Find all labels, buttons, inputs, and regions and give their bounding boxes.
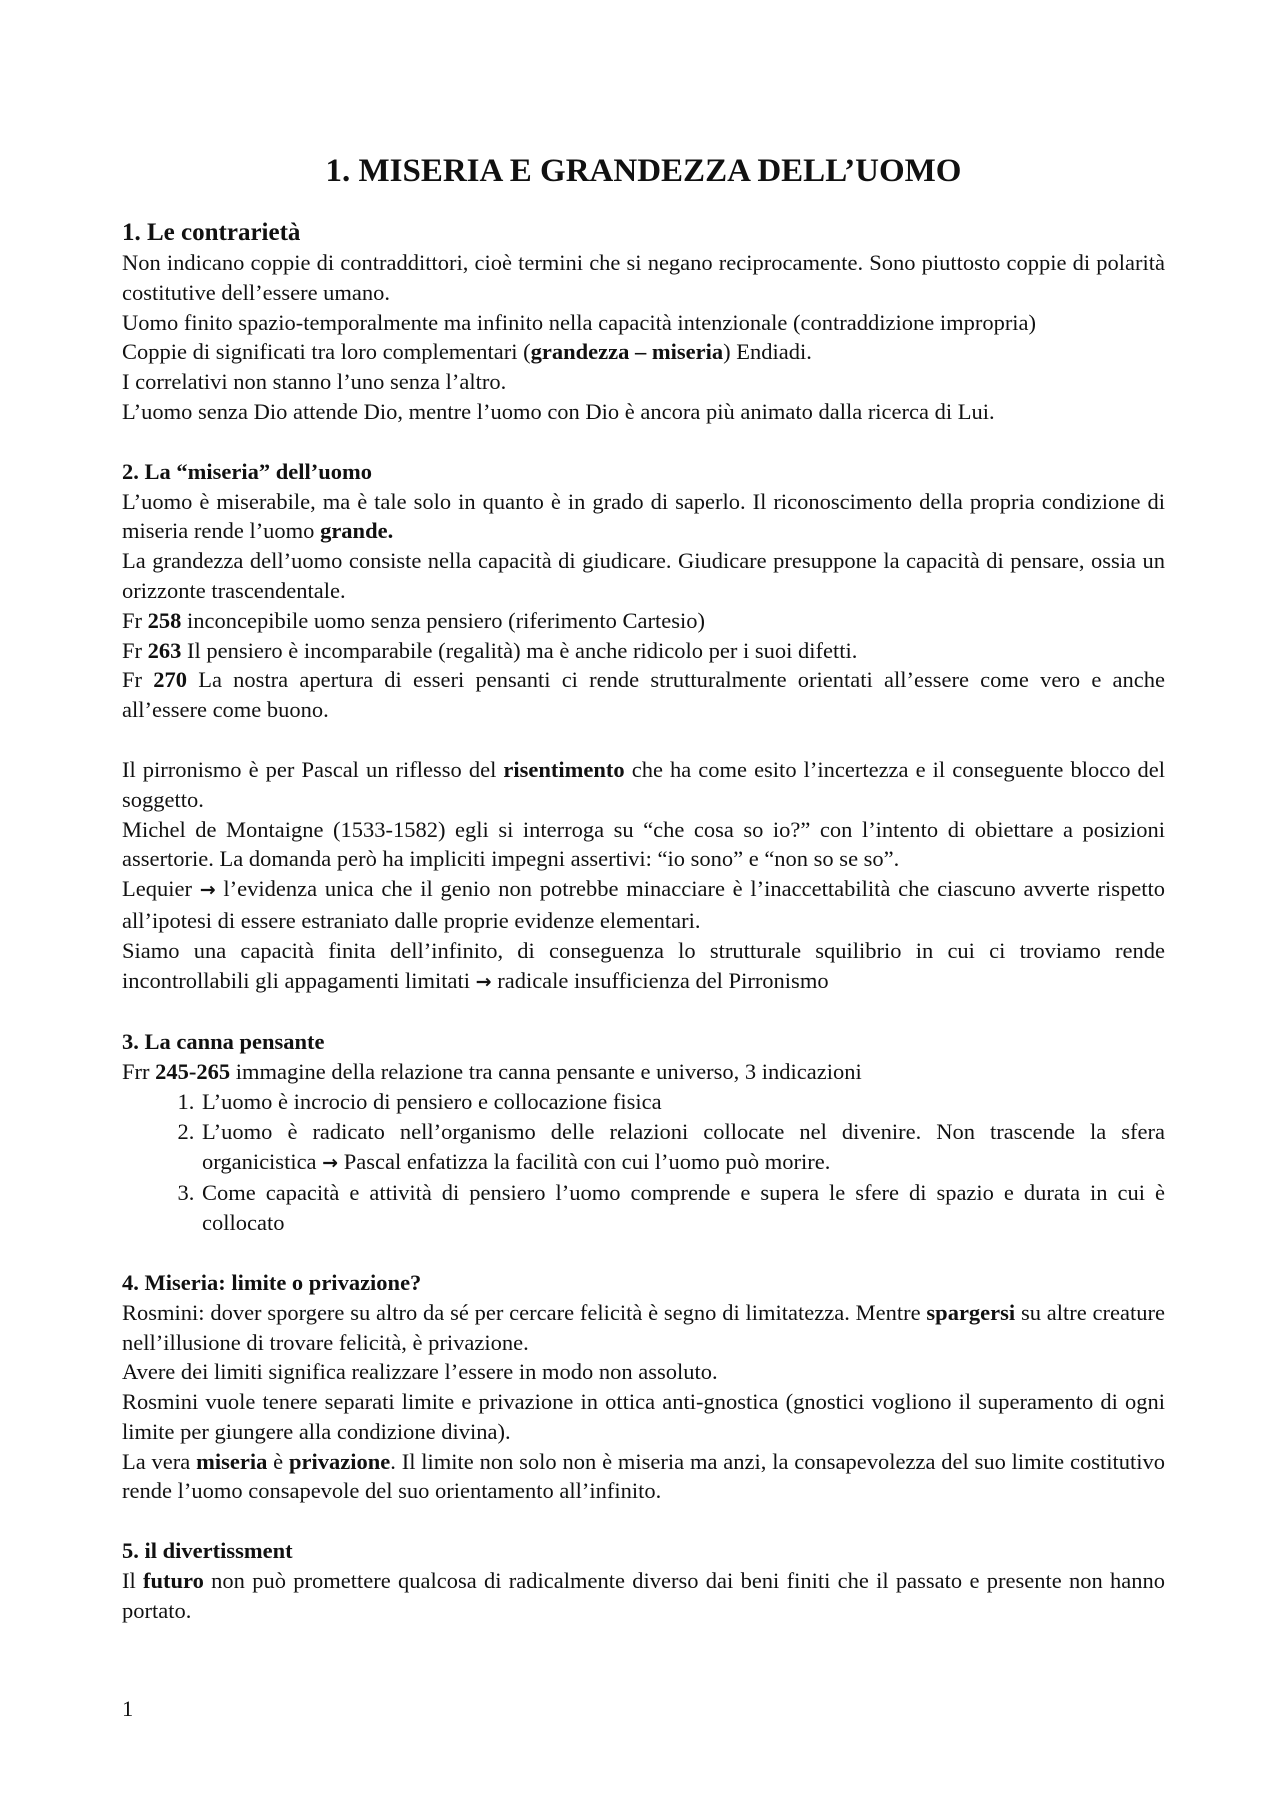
list-item: 3. Come capacità e attività di pensiero l’uomo comprende e supera le sfere di spazio e durata in cui è collocato (200, 1178, 1165, 1238)
numbered-list (122, 1087, 1165, 1238)
paragraph: Rosmini: dover sporgere su altro da sé per cercare felicità è segno di limitatezza. Mentre spargersi su altre creature nell’illusione di trovare felicità, è privazione. (122, 1299, 1165, 1355)
fragment-number: 263 (147, 637, 182, 663)
paragraph: L’uomo è miserabile, ma è tale solo in quanto è in grado di saperlo. Il riconoscimento della propria condizione di miseria rende l’uomo grande. (122, 488, 1165, 544)
section-heading: 5. il divertissment (122, 1538, 293, 1564)
bold-term: miseria (196, 1448, 268, 1474)
paragraph: Avere dei limiti significa realizzare l’essere in modo non assoluto. (122, 1359, 718, 1385)
bold-term: spargersi (926, 1299, 1016, 1325)
page-title: 1. MISERIA E GRANDEZZA DELL’UOMO (325, 153, 962, 189)
fragment-number: 270 (153, 667, 187, 693)
paragraph: L’uomo senza Dio attende Dio, mentre l’uomo con Dio è ancora più animato dalla ricerca di Lui. (122, 398, 995, 424)
spacer (122, 725, 1165, 755)
paragraph: Siamo una capacità finita dell’infinito, di conseguenza lo strutturale squilibrio in cui ci troviamo rende incontrollabili gli appagamenti limitati → radicale insufficienza del Pirronismo (122, 937, 1165, 993)
spacer (122, 1506, 1165, 1536)
paragraph: La vera miseria è privazione. Il limite non solo non è miseria ma anzi, la consapevolezza del suo limite costitutivo rende l’uomo consapevole del suo orientamento all’infinito. (122, 1448, 1165, 1504)
paragraph: Michel de Montaigne (1533-1582) egli si interroga su “che cosa so io?” con l’intento di obiettare a posizioni assertorie. La domanda però ha impliciti impegni assertivi: “io sono” e “non so se so”. (122, 816, 1165, 872)
bold-term: grande. (320, 518, 394, 544)
bold-term: privazione (289, 1448, 391, 1474)
bold-term: futuro (143, 1568, 204, 1594)
section-heading: 3. La canna pensante (122, 1029, 325, 1055)
paragraph: Il pirronismo è per Pascal un riflesso del risentimento che ha come esito l’incertezza e il conseguente blocco del soggetto. (122, 756, 1165, 812)
bold-term: risentimento (503, 756, 625, 782)
paragraph: Uomo finito spazio-temporalmente ma infinito nella capacità intenzionale (contraddizione impropria) (122, 309, 1037, 335)
paragraph: Coppie di significati tra loro complementari (grandezza – miseria) Endiadi. (122, 339, 812, 365)
section-heading: 2. La “miseria” dell’uomo (122, 458, 372, 484)
fragment-number: 258 (147, 607, 182, 633)
arrow-right-icon: → (475, 970, 492, 993)
paragraph: Fr 270 La nostra apertura di esseri pensanti ci rende strutturalmente orientati all’essere come vero e anche all’essere come buono. (122, 667, 1165, 723)
spacer (122, 997, 1165, 1027)
arrow-right-icon: → (322, 1151, 339, 1174)
section-heading: 1. Le contrarietà (122, 219, 301, 246)
spacer (122, 427, 1165, 457)
bold-term: grandezza – miseria (530, 339, 724, 365)
list-item: 1. L’uomo è incrocio di pensiero e collocazione fisica (200, 1087, 1165, 1117)
spacer (122, 1238, 1165, 1268)
paragraph: La grandezza dell’uomo consiste nella capacità di giudicare. Giudicare presuppone la capacità di pensare, ossia un orizzonte trascendentale. (122, 548, 1165, 603)
paragraph: Fr 263 Il pensiero è incomparabile (regalità) ma è anche ridicolo per i suoi difetti. (122, 637, 858, 663)
paragraph: Il futuro non può promettere qualcosa di radicalmente diverso dai beni finiti che il passato e presente non hanno portato. (122, 1568, 1166, 1623)
fragment-number: 245-265 (155, 1059, 231, 1085)
paragraph: Non indicano coppie di contraddittori, cioè termini che si negano reciprocamente. Sono piuttosto coppie di polarità costitutive dell’essere umano. (122, 250, 1165, 305)
document-body (122, 150, 1165, 1626)
paragraph: Fr 258 inconcepibile uomo senza pensiero (riferimento Cartesio) (122, 607, 705, 633)
paragraph: I correlativi non stanno l’uno senza l’altro. (122, 369, 507, 395)
paragraph: Rosmini vuole tenere separati limite e privazione in ottica anti-gnostica (gnostici vogliono il superamento di ogni limite per giungere alla condizione divina). (122, 1389, 1165, 1444)
arrow-right-icon: → (199, 879, 216, 902)
paragraph: Lequier → l’evidenza unica che il genio non potrebbe minacciare è l’inaccettabilità che ciascuno avverte rispetto all’ipotesi di essere estraniato dalle proprie evidenze elementari. (122, 876, 1165, 933)
list-item: 2. L’uomo è radicato nell’organismo delle relazioni collocate nel divenire. Non trascende la sfera organicistica → Pascal enfatizza la facilità con cui l’uomo può morire. (200, 1117, 1165, 1179)
page-number: 1 (122, 1696, 134, 1721)
paragraph: Frr 245-265 immagine della relazione tra canna pensante e universo, 3 indicazioni (122, 1059, 862, 1085)
section-heading: 4. Miseria: limite o privazione? (122, 1269, 422, 1295)
